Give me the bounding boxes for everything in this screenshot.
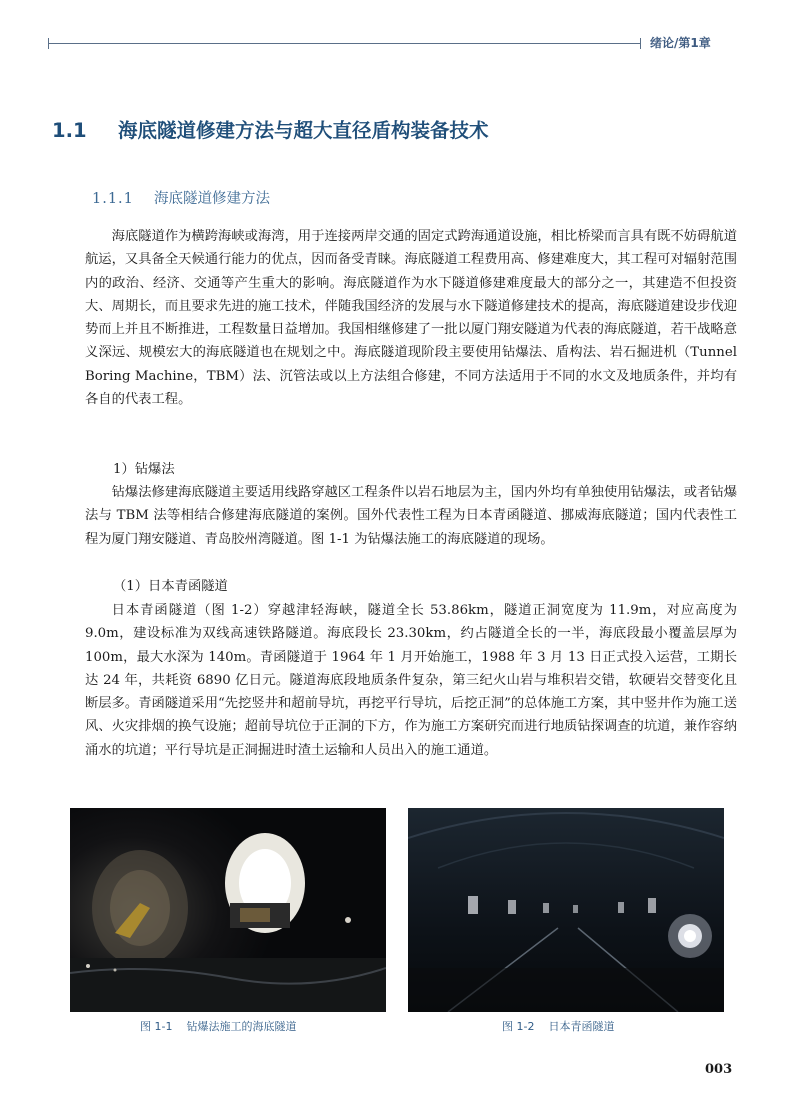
subsection-title-text: 海底隧道修建方法 (154, 191, 270, 207)
case-heading: （1）日本青函隧道 (113, 579, 228, 594)
figure-1-1-caption (140, 1018, 296, 1034)
page-number: 003 (705, 1062, 733, 1077)
seikan-tunnel-image (408, 808, 724, 1012)
seikan-paragraph: 日本青函隧道（图 1-2）穿越津轻海峡，隧道全长 53.86km，隧道正洞宽度为 11.9m，对应高度为 9.0m，建设标准为双线高速铁路隧道。海底段长 23.30km，约占隧道全长的一半，海底段最小覆盖层厚为 100m，最大水深为 140m。青函隧道于 1964 年 1 月开始施工，1988 年 3 月 13 日正式投入运营，工期长达 24 年，共耗资 6890 亿日元。隧道海底段地质条件复杂，第三纪火山岩与堆积岩交错，软硬岩交替变化且断层多。青函隧道采用“先挖竖井和超前导坑，再挖平行导坑，后挖正洞”的总体施工方案，其中竖井作为施工送风、火灾排烟的换气设施；超前导坑位于正洞的下方，作为施工方案研究而进行地质钻探调查的坑道，兼作容纳涌水的坑道；平行导坑是正洞掘进时渣土运输和人员出入的施工通道。 (85, 603, 737, 758)
section-number: 1.1 (52, 119, 87, 142)
subsection-number: 1.1.1 (92, 191, 134, 207)
header-rule-right-tick (640, 38, 641, 49)
figure-1-2-caption-text: 日本青函隧道 (548, 1020, 615, 1033)
figure-1-2-number: 图 1-2 (502, 1020, 535, 1033)
drill-blast-tunnel-image (70, 808, 386, 1012)
method-heading: 1）钻爆法 (113, 462, 175, 477)
figure-1-2-caption (502, 1018, 614, 1034)
figure-1-2-photo (408, 808, 724, 1012)
drill-blast-paragraph: 钻爆法修建海底隧道主要适用线路穿越区工程条件以岩石地层为主，国内外均有单独使用钻爆法，或者钻爆法与 TBM 法等相结合修建海底隧道的案例。国外代表性工程为日本青函隧道、挪威海底隧道；国内代表性工程为厦门翔安隧道、青岛胶州湾隧道。图 1-1 为钻爆法施工的海底隧道的现场。 (85, 485, 737, 547)
figure-1-1-caption-text: 钻爆法施工的海底隧道 (186, 1020, 297, 1033)
figure-1-1-photo (70, 808, 386, 1012)
subsection-title (92, 187, 270, 208)
figure-1-1-number: 图 1-1 (140, 1020, 173, 1033)
header-rule (48, 43, 640, 44)
running-header: 绪论/第1章 (650, 36, 711, 50)
intro-paragraph: 海底隧道作为横跨海峡或海湾，用于连接两岸交通的固定式跨海通道设施，相比桥梁而言具有既不妨碍航道航运，又具备全天候通行能力的优点，因而备受青睐。海底隧道工程费用高、修建难度大，其工程可对辐射范围内的政治、经济、交通等产生重大的影响。海底隧道作为水下隧道修建难度最大的部分之一，其建造不但投资大、周期长，而且要求先进的施工技术，伴随我国经济的发展与水下隧道修建技术的提高，海底隧道建设步伐迎势而上并且不断推进，工程数量日益增加。我国相继修建了一批以厦门翔安隧道为代表的海底隧道，若干战略意义深远、规模宏大的海底隧道也在规划之中。海底隧道现阶段主要使用钻爆法、盾构法、岩石掘进机（Tunnel Boring Machine，TBM）法、沉管法或以上方法组合修建，不同方法适用于不同的水文及地质条件，并均有各自的代表工程。 (85, 229, 737, 408)
section-title-text: 海底隧道修建方法与超大直径盾构装备技术 (118, 119, 489, 142)
section-title (52, 115, 489, 143)
